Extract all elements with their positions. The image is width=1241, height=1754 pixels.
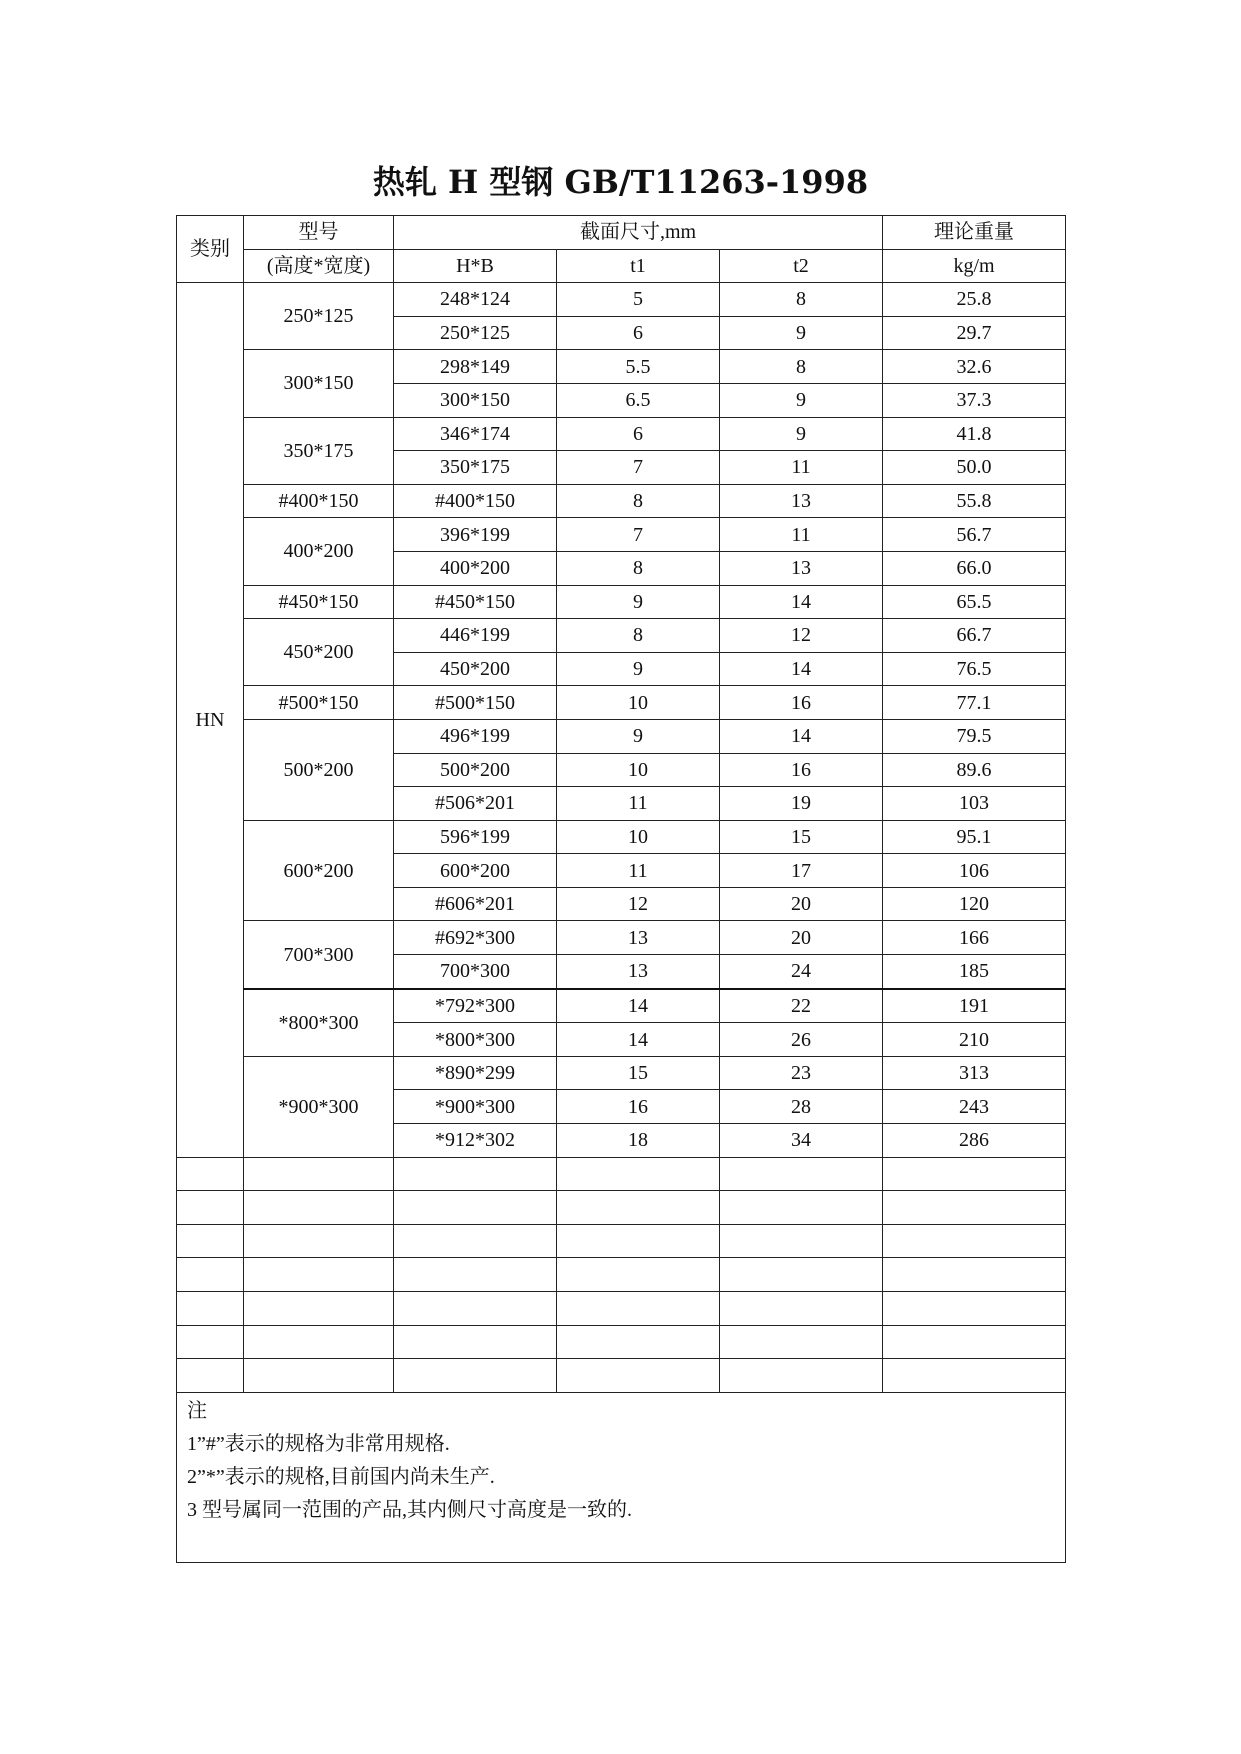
hb-cell: *890*299 bbox=[394, 1056, 557, 1090]
header-row-2 bbox=[177, 249, 1066, 283]
t2-cell: 14 bbox=[720, 652, 883, 686]
empty-cell bbox=[177, 1325, 244, 1359]
t2-cell: 19 bbox=[720, 787, 883, 821]
t1-cell: 8 bbox=[557, 551, 720, 585]
t2-cell: 23 bbox=[720, 1056, 883, 1090]
empty-cell bbox=[720, 1157, 883, 1191]
hb-cell: 496*199 bbox=[394, 719, 557, 753]
h-beam-spec-table bbox=[176, 215, 1066, 1563]
weight-cell: 76.5 bbox=[883, 652, 1066, 686]
header-hb: H*B bbox=[394, 249, 557, 283]
empty-cell bbox=[883, 1292, 1066, 1326]
weight-cell: 103 bbox=[883, 787, 1066, 821]
t1-cell: 8 bbox=[557, 484, 720, 518]
t2-cell: 9 bbox=[720, 316, 883, 350]
empty-cell bbox=[244, 1359, 394, 1393]
hb-cell: 500*200 bbox=[394, 753, 557, 787]
t1-cell: 8 bbox=[557, 619, 720, 653]
hb-cell: 396*199 bbox=[394, 518, 557, 552]
t2-cell: 9 bbox=[720, 417, 883, 451]
model-cell: 250*125 bbox=[244, 283, 394, 350]
t1-cell: 9 bbox=[557, 585, 720, 619]
empty-cell bbox=[177, 1157, 244, 1191]
table-row bbox=[177, 820, 1066, 854]
weight-cell: 95.1 bbox=[883, 820, 1066, 854]
t2-cell: 24 bbox=[720, 955, 883, 989]
empty-cell bbox=[177, 1258, 244, 1292]
empty-row bbox=[177, 1258, 1066, 1292]
t1-cell: 12 bbox=[557, 887, 720, 921]
header-t2: t2 bbox=[720, 249, 883, 283]
note-line: 1”#”表示的规格为非常用规格. bbox=[187, 1432, 450, 1455]
header-t1: t1 bbox=[557, 249, 720, 283]
weight-cell: 41.8 bbox=[883, 417, 1066, 451]
table-row bbox=[177, 484, 1066, 518]
hb-cell: #400*150 bbox=[394, 484, 557, 518]
model-cell: 600*200 bbox=[244, 820, 394, 921]
weight-cell: 79.5 bbox=[883, 719, 1066, 753]
t2-cell: 28 bbox=[720, 1090, 883, 1124]
empty-cell bbox=[244, 1157, 394, 1191]
empty-row bbox=[177, 1157, 1066, 1191]
t2-cell: 14 bbox=[720, 585, 883, 619]
note-line: 2”*”表示的规格,目前国内尚未生产. bbox=[187, 1465, 495, 1488]
t2-cell: 20 bbox=[720, 887, 883, 921]
model-cell: 300*150 bbox=[244, 350, 394, 417]
model-cell: #500*150 bbox=[244, 686, 394, 720]
header-category: 类别 bbox=[177, 216, 244, 283]
model-cell: *900*300 bbox=[244, 1056, 394, 1157]
header-model-line1: 型号 bbox=[244, 216, 394, 250]
weight-cell: 166 bbox=[883, 921, 1066, 955]
empty-cell bbox=[244, 1224, 394, 1258]
empty-cell bbox=[557, 1191, 720, 1225]
model-cell: #400*150 bbox=[244, 484, 394, 518]
t1-cell: 6 bbox=[557, 316, 720, 350]
empty-cell bbox=[557, 1224, 720, 1258]
empty-cell bbox=[394, 1258, 557, 1292]
t1-cell: 18 bbox=[557, 1124, 720, 1158]
empty-cell bbox=[883, 1224, 1066, 1258]
empty-cell bbox=[394, 1191, 557, 1225]
weight-cell: 66.0 bbox=[883, 551, 1066, 585]
header-model-line2: (高度*宽度) bbox=[244, 249, 394, 283]
notes-cell bbox=[177, 1392, 1066, 1562]
t1-cell: 11 bbox=[557, 854, 720, 888]
table-row bbox=[177, 1056, 1066, 1090]
empty-cell bbox=[557, 1359, 720, 1393]
model-cell: #450*150 bbox=[244, 585, 394, 619]
empty-cell bbox=[557, 1292, 720, 1326]
empty-cell bbox=[177, 1292, 244, 1326]
hb-cell: 400*200 bbox=[394, 551, 557, 585]
hb-cell: 250*125 bbox=[394, 316, 557, 350]
table-row bbox=[177, 686, 1066, 720]
weight-cell: 313 bbox=[883, 1056, 1066, 1090]
empty-cell bbox=[557, 1325, 720, 1359]
hb-cell: 450*200 bbox=[394, 652, 557, 686]
table-row bbox=[177, 921, 1066, 955]
t1-cell: 14 bbox=[557, 989, 720, 1023]
table-row bbox=[177, 283, 1066, 317]
hb-cell: #692*300 bbox=[394, 921, 557, 955]
empty-cell bbox=[244, 1325, 394, 1359]
header-weight-line1: 理论重量 bbox=[883, 216, 1066, 250]
t2-cell: 16 bbox=[720, 686, 883, 720]
header-weight-unit: kg/m bbox=[883, 249, 1066, 283]
empty-cell bbox=[883, 1258, 1066, 1292]
weight-cell: 55.8 bbox=[883, 484, 1066, 518]
hb-cell: *800*300 bbox=[394, 1023, 557, 1057]
table-row bbox=[177, 585, 1066, 619]
t1-cell: 6 bbox=[557, 417, 720, 451]
empty-cell bbox=[720, 1292, 883, 1326]
empty-cell bbox=[177, 1191, 244, 1225]
hb-cell: *912*302 bbox=[394, 1124, 557, 1158]
hb-cell: #506*201 bbox=[394, 787, 557, 821]
t1-cell: 7 bbox=[557, 451, 720, 485]
t2-cell: 22 bbox=[720, 989, 883, 1023]
empty-cell bbox=[720, 1224, 883, 1258]
t2-cell: 15 bbox=[720, 820, 883, 854]
weight-cell: 185 bbox=[883, 955, 1066, 989]
t1-cell: 15 bbox=[557, 1056, 720, 1090]
weight-cell: 56.7 bbox=[883, 518, 1066, 552]
empty-cell bbox=[244, 1191, 394, 1225]
hb-cell: 700*300 bbox=[394, 955, 557, 989]
t1-cell: 10 bbox=[557, 686, 720, 720]
empty-cell bbox=[394, 1292, 557, 1326]
weight-cell: 106 bbox=[883, 854, 1066, 888]
document-title: 热轧 H 型钢 GB/T11263-1998 bbox=[372, 163, 869, 201]
empty-cell bbox=[720, 1325, 883, 1359]
t1-cell: 13 bbox=[557, 921, 720, 955]
empty-cell bbox=[244, 1292, 394, 1326]
weight-cell: 89.6 bbox=[883, 753, 1066, 787]
empty-cell bbox=[557, 1157, 720, 1191]
t2-cell: 8 bbox=[720, 283, 883, 317]
notes-heading: 注 bbox=[187, 1399, 207, 1422]
hb-cell: *900*300 bbox=[394, 1090, 557, 1124]
t1-cell: 7 bbox=[557, 518, 720, 552]
model-cell: 400*200 bbox=[244, 518, 394, 585]
weight-cell: 243 bbox=[883, 1090, 1066, 1124]
hb-cell: 300*150 bbox=[394, 383, 557, 417]
weight-cell: 191 bbox=[883, 989, 1066, 1023]
weight-cell: 77.1 bbox=[883, 686, 1066, 720]
table-row bbox=[177, 417, 1066, 451]
hb-cell: 596*199 bbox=[394, 820, 557, 854]
t1-cell: 13 bbox=[557, 955, 720, 989]
table-row bbox=[177, 350, 1066, 384]
hb-cell: #500*150 bbox=[394, 686, 557, 720]
hb-cell: #450*150 bbox=[394, 585, 557, 619]
t1-cell: 5.5 bbox=[557, 350, 720, 384]
t1-cell: 11 bbox=[557, 787, 720, 821]
weight-cell: 120 bbox=[883, 887, 1066, 921]
t2-cell: 11 bbox=[720, 451, 883, 485]
category-cell: HN bbox=[177, 283, 244, 1157]
t2-cell: 13 bbox=[720, 484, 883, 518]
model-cell: *800*300 bbox=[244, 989, 394, 1057]
empty-row bbox=[177, 1359, 1066, 1393]
t2-cell: 34 bbox=[720, 1124, 883, 1158]
t2-cell: 8 bbox=[720, 350, 883, 384]
t2-cell: 16 bbox=[720, 753, 883, 787]
empty-cell bbox=[394, 1325, 557, 1359]
hb-cell: 248*124 bbox=[394, 283, 557, 317]
model-cell: 700*300 bbox=[244, 921, 394, 989]
notes-row bbox=[177, 1392, 1066, 1562]
empty-cell bbox=[557, 1258, 720, 1292]
hb-cell: #606*201 bbox=[394, 887, 557, 921]
t2-cell: 12 bbox=[720, 619, 883, 653]
empty-row bbox=[177, 1325, 1066, 1359]
hb-cell: 446*199 bbox=[394, 619, 557, 653]
empty-row bbox=[177, 1224, 1066, 1258]
t2-cell: 11 bbox=[720, 518, 883, 552]
model-cell: 350*175 bbox=[244, 417, 394, 484]
t2-cell: 14 bbox=[720, 719, 883, 753]
empty-cell bbox=[720, 1359, 883, 1393]
empty-cell bbox=[177, 1224, 244, 1258]
note-line: 3 型号属同一范围的产品,其内侧尺寸高度是一致的. bbox=[187, 1498, 632, 1521]
empty-cell bbox=[883, 1325, 1066, 1359]
empty-cell bbox=[883, 1359, 1066, 1393]
weight-cell: 210 bbox=[883, 1023, 1066, 1057]
weight-cell: 50.0 bbox=[883, 451, 1066, 485]
t1-cell: 10 bbox=[557, 753, 720, 787]
empty-cell bbox=[720, 1258, 883, 1292]
t1-cell: 5 bbox=[557, 283, 720, 317]
table-row bbox=[177, 619, 1066, 653]
weight-cell: 65.5 bbox=[883, 585, 1066, 619]
table-row bbox=[177, 719, 1066, 753]
weight-cell: 25.8 bbox=[883, 283, 1066, 317]
t2-cell: 20 bbox=[720, 921, 883, 955]
weight-cell: 29.7 bbox=[883, 316, 1066, 350]
t2-cell: 26 bbox=[720, 1023, 883, 1057]
t1-cell: 16 bbox=[557, 1090, 720, 1124]
empty-cell bbox=[720, 1191, 883, 1225]
header-section-dims: 截面尺寸,mm bbox=[394, 216, 883, 250]
header-row-1 bbox=[177, 216, 1066, 250]
t1-cell: 10 bbox=[557, 820, 720, 854]
weight-cell: 66.7 bbox=[883, 619, 1066, 653]
empty-cell bbox=[394, 1359, 557, 1393]
model-cell: 500*200 bbox=[244, 719, 394, 820]
t1-cell: 6.5 bbox=[557, 383, 720, 417]
hb-cell: 600*200 bbox=[394, 854, 557, 888]
table-row bbox=[177, 989, 1066, 1023]
empty-cell bbox=[394, 1224, 557, 1258]
weight-cell: 37.3 bbox=[883, 383, 1066, 417]
empty-cell bbox=[394, 1157, 557, 1191]
weight-cell: 32.6 bbox=[883, 350, 1066, 384]
empty-cell bbox=[883, 1157, 1066, 1191]
t1-cell: 14 bbox=[557, 1023, 720, 1057]
weight-cell: 286 bbox=[883, 1124, 1066, 1158]
hb-cell: 298*149 bbox=[394, 350, 557, 384]
t1-cell: 9 bbox=[557, 719, 720, 753]
empty-row bbox=[177, 1191, 1066, 1225]
hb-cell: *792*300 bbox=[394, 989, 557, 1023]
empty-cell bbox=[177, 1359, 244, 1393]
t2-cell: 9 bbox=[720, 383, 883, 417]
empty-cell bbox=[883, 1191, 1066, 1225]
t2-cell: 17 bbox=[720, 854, 883, 888]
model-cell: 450*200 bbox=[244, 619, 394, 686]
empty-cell bbox=[244, 1258, 394, 1292]
hb-cell: 350*175 bbox=[394, 451, 557, 485]
t2-cell: 13 bbox=[720, 551, 883, 585]
t1-cell: 9 bbox=[557, 652, 720, 686]
empty-row bbox=[177, 1292, 1066, 1326]
hb-cell: 346*174 bbox=[394, 417, 557, 451]
table-row bbox=[177, 518, 1066, 552]
